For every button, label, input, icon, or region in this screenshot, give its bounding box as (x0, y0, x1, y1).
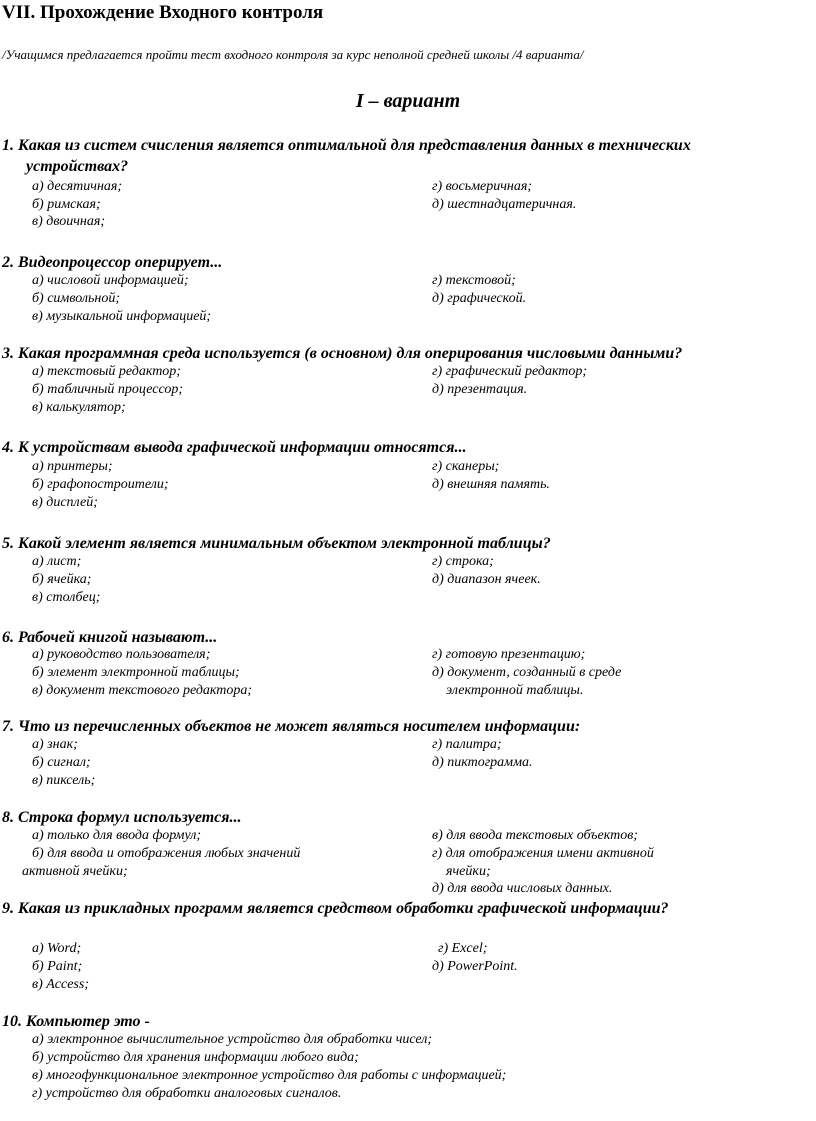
option-a: а) десятичная; (32, 179, 123, 194)
option-d: д) для ввода числовых данных. (432, 881, 613, 896)
option-d: д) документ, созданный в среде (432, 665, 622, 680)
option-a: а) Word; (32, 941, 82, 956)
option-a: а) текстовый редактор; (32, 364, 181, 379)
option-a: а) знак; (32, 737, 78, 752)
option-b: б) элемент электронной таблицы; (32, 665, 240, 680)
option-g: г) строка; (432, 554, 494, 569)
question-3: 3. Какая программная среда используется (в основном) для оперирования числовыми данными? (2, 345, 683, 362)
option-d: д) шестнадцатеричная. (432, 197, 577, 212)
option-b-cont: активной ячейки; (22, 864, 128, 879)
option-a: а) лист; (32, 554, 82, 569)
question-4: 4. К устройствам вывода графической информации относятся... (2, 439, 467, 456)
option-v: в) пиксель; (32, 773, 96, 788)
option-b: б) устройство для хранения информации любого вида; (32, 1050, 359, 1065)
option-g: г) готовую презентацию; (432, 647, 586, 662)
option-g: г) текстовой; (432, 273, 516, 288)
option-a: а) принтеры; (32, 459, 113, 474)
option-g: г) Excel; (438, 941, 488, 956)
question-8: 8. Строка формул используется... (2, 809, 242, 826)
question-10: 10. Компьютер это - (2, 1013, 150, 1030)
option-b: б) сигнал; (32, 755, 91, 770)
option-g: г) сканеры; (432, 459, 500, 474)
option-d: д) презентация. (432, 382, 528, 397)
option-v: в) калькулятор; (32, 400, 126, 415)
option-v: в) документ текстового редактора; (32, 683, 253, 698)
question-2: 2. Видеопроцессор оперирует... (2, 254, 223, 271)
option-a: а) числовой информацией; (32, 273, 189, 288)
option-b: б) ячейка; (32, 572, 92, 587)
variant-heading: I – вариант (355, 90, 461, 112)
question-text: 1. Какая из систем счисления является оптимальной для представления данных в технических (2, 137, 691, 154)
option-b: б) Paint; (32, 959, 83, 974)
option-v: в) столбец; (32, 590, 101, 605)
option-v: в) двоичная; (32, 214, 106, 229)
option-d: д) диапазон ячеек. (432, 572, 541, 587)
option-g-cont: ячейки; (446, 864, 491, 879)
question-5: 5. Какой элемент является минимальным объектом электронной таблицы? (2, 535, 551, 552)
option-b: б) римская; (32, 197, 101, 212)
option-g: г) восьмеричная; (432, 179, 533, 194)
option-b: б) для ввода и отображения любых значений (32, 846, 301, 861)
option-g: г) палитра; (432, 737, 502, 752)
option-v: в) многофункциональное электронное устройство для работы с информацией; (32, 1068, 507, 1083)
question-7: 7. Что из перечисленных объектов не может являться носителем информации: (2, 718, 581, 735)
question-text-cont: устройствах? (26, 158, 129, 175)
question-6: 6. Рабочей книгой называют... (2, 629, 218, 646)
option-g: г) графический редактор; (432, 364, 588, 379)
option-d: д) внешняя память. (432, 477, 550, 492)
option-b: б) графопостроители; (32, 477, 169, 492)
option-v: в) музыкальной информацией; (32, 309, 212, 324)
option-g: г) устройство для обработки аналоговых сигналов. (32, 1086, 342, 1101)
option-d: д) пиктограмма. (432, 755, 533, 770)
option-d: д) графической. (432, 291, 527, 306)
intro-text: /Учащимся предлагается пройти тест входного контроля за курс неполной средней школы /4 варианта/ (2, 47, 584, 62)
page-title: VII. Прохождение Входного контроля (2, 2, 324, 23)
option-b: б) символьной; (32, 291, 120, 306)
option-v: в) для ввода текстовых объектов; (432, 828, 638, 843)
option-b: б) табличный процессор; (32, 382, 184, 397)
question-9: 9. Какая из прикладных программ является средством обработки графической информации? (2, 900, 669, 917)
question-1 (2, 135, 812, 177)
option-v: в) дисплей; (32, 495, 98, 510)
option-d-cont: электронной таблицы. (446, 683, 584, 698)
option-a: а) руководство пользователя; (32, 647, 211, 662)
option-a: а) электронное вычислительное устройство для обработки чисел; (32, 1032, 433, 1047)
option-d: д) PowerPoint. (432, 959, 518, 974)
option-v: в) Access; (32, 977, 89, 992)
option-a: а) только для ввода формул; (32, 828, 202, 843)
option-g: г) для отображения имени активной (432, 846, 654, 861)
